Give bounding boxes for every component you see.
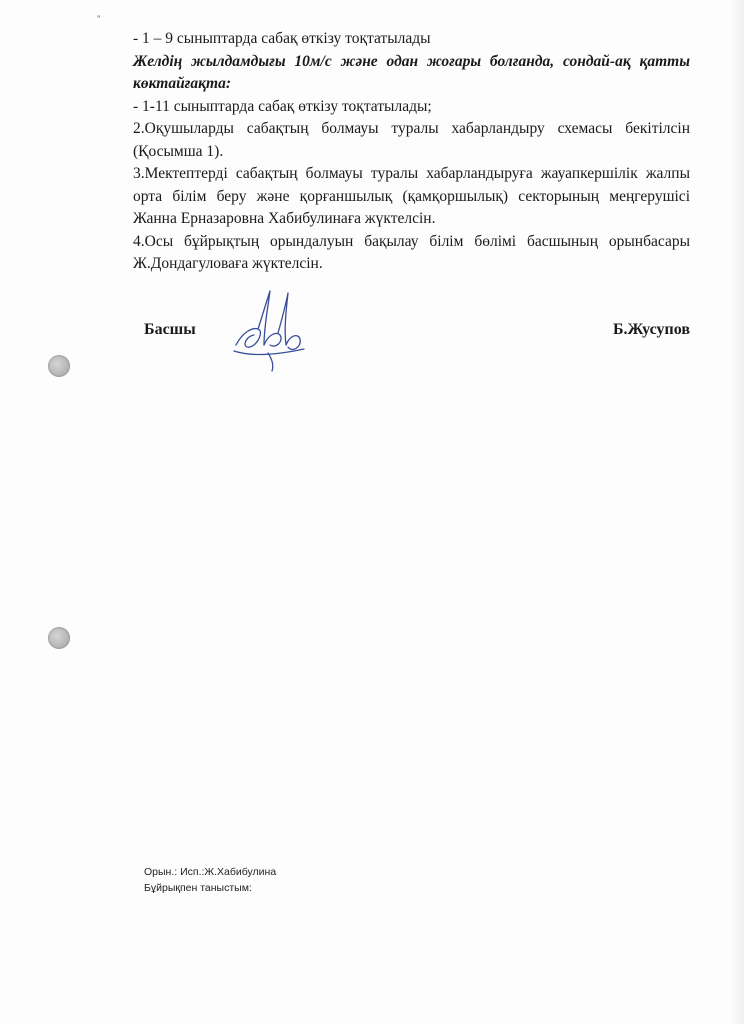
clause-grades-1-11: - 1-11 сыныптарда сабақ өткізу тоқтатылады; — [133, 97, 432, 115]
signatory-name: Б.Жусупов — [612, 321, 690, 338]
signatory-title: Басшы — [144, 321, 196, 338]
executor-note: Орын.: Исп.:Ж.Хабибулина — [144, 866, 277, 878]
header-mark: " — [97, 14, 101, 24]
signature-row — [144, 321, 690, 347]
order-body — [133, 28, 690, 276]
clause-3-responsibility: 3.Мектептерді сабақтың болмауы туралы хабарландыруға жауапкершілік жалпы орта білім беру және қорғаншылық (қамқоршылық) секторының меңгерушісі Жанна Ерназаровна Хабибулинаға жүктелсін. — [133, 165, 690, 227]
clause-4-control: 4.Осы бұйрықтың орындалуын бақылау білім бөлімі басшының орынбасары Ж.Дондагуловаға жүктелсін. — [133, 232, 690, 272]
acknowledgement-note: Бұйрықпен таныстым: — [144, 882, 252, 894]
clause-wind-condition: Желдің жылдамдығы 10м/с және одан жоғары болғанда, сондай-ақ қатты көктайғақта: — [133, 52, 690, 92]
clause-2-notification-scheme: 2.Оқушыларды сабақтың болмауы туралы хабарландыру схемасы бекітілсін (Қосымша 1). — [133, 120, 690, 160]
clause-grades-1-9: - 1 – 9 сыныптарда сабақ өткізу тоқтатылады — [133, 30, 431, 47]
punch-hole-upper — [48, 355, 70, 377]
page-edge-shadow — [730, 0, 744, 1024]
punch-hole-lower — [48, 627, 70, 649]
document-footer — [144, 864, 276, 896]
